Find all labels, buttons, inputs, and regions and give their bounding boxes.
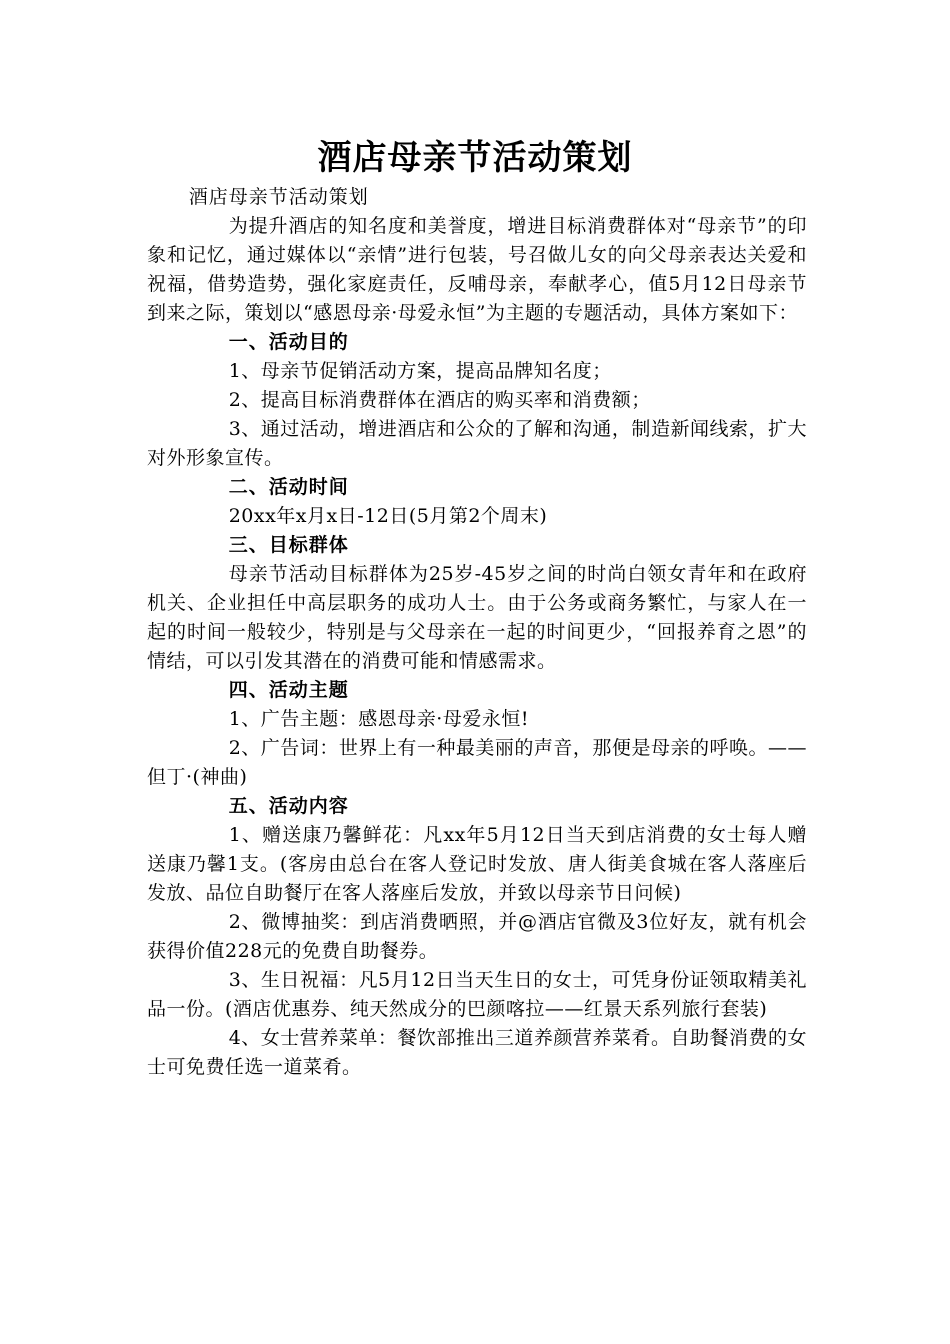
section-heading-theme: 四、活动主题 — [228, 679, 349, 701]
section-heading-purpose: 一、活动目的 — [228, 331, 349, 353]
content-item-4: 4、女士营养菜单：餐饮部推出三道养颜营养菜肴。自助餐消费的女士可免费任选一道菜肴。 — [147, 1027, 807, 1078]
content-item-3: 3、生日祝福：凡5月12日当天生日的女士，可凭身份证领取精美礼品一份。(酒店优惠券、纯天然成分的巴颜喀拉——红景天系列旅行套装) — [147, 969, 807, 1020]
content-item-2: 2、微博抽奖：到店消费晒照，并@酒店官微及3位好友，就有机会获得价值228元的免费自助餐券。 — [147, 911, 807, 962]
theme-item-2: 2、广告词：世界上有一种最美丽的声音，那便是母亲的呼唤。——但丁·(神曲) — [147, 737, 807, 788]
content-item-1: 1、赠送康乃馨鲜花：凡xx年5月12日当天到店消费的女士每人赠送康乃馨1支。(客房由总台在客人登记时发放、唐人街美食城在客人落座后发放、品位自助餐厅在客人落座后发放，并致以母亲节日问候) — [147, 824, 807, 904]
section-heading-time: 二、活动时间 — [228, 476, 349, 498]
document-subtitle: 酒店母亲节活动策划 — [188, 186, 369, 208]
section-heading-content: 五、活动内容 — [228, 795, 349, 817]
intro-paragraph: 为提升酒店的知名度和美誉度，增进目标消费群体对“母亲节”的印象和记忆，通过媒体以“亲情”进行包装，号召做儿女的向父母亲表达关爱和祝福，借势造势，强化家庭责任，反哺母亲，奉献孝心，值5月12日母亲节到来之际，策划以“感恩母亲·母爱永恒”为主题的专题活动，具体方案如下： — [147, 215, 807, 324]
document-body — [147, 183, 807, 1082]
purpose-item-3: 3、通过活动，增进酒店和公众的了解和沟通，制造新闻线索，扩大对外形象宣传。 — [147, 418, 807, 469]
page-title: 酒店母亲节活动策划 — [317, 138, 633, 178]
purpose-item-1: 1、母亲节促销活动方案，提高品牌知名度； — [228, 360, 612, 382]
theme-item-1: 1、广告主题：感恩母亲·母爱永恒! — [228, 708, 529, 730]
section-heading-audience: 三、目标群体 — [228, 534, 349, 556]
audience-paragraph: 母亲节活动目标群体为25岁-45岁之间的时尚白领女青年和在政府机关、企业担任中高层职务的成功人士。由于公务或商务繁忙，与家人在一起的时间一般较少，特别是与父母亲在一起的时间更少，“回报养育之恩”的情结，可以引发其潜在的消费可能和情感需求。 — [147, 563, 807, 672]
time-paragraph: 20xx年x月x日-12日(5月第2个周末) — [228, 505, 548, 527]
purpose-item-2: 2、提高目标消费群体在酒店的购买率和消费额； — [228, 389, 651, 411]
